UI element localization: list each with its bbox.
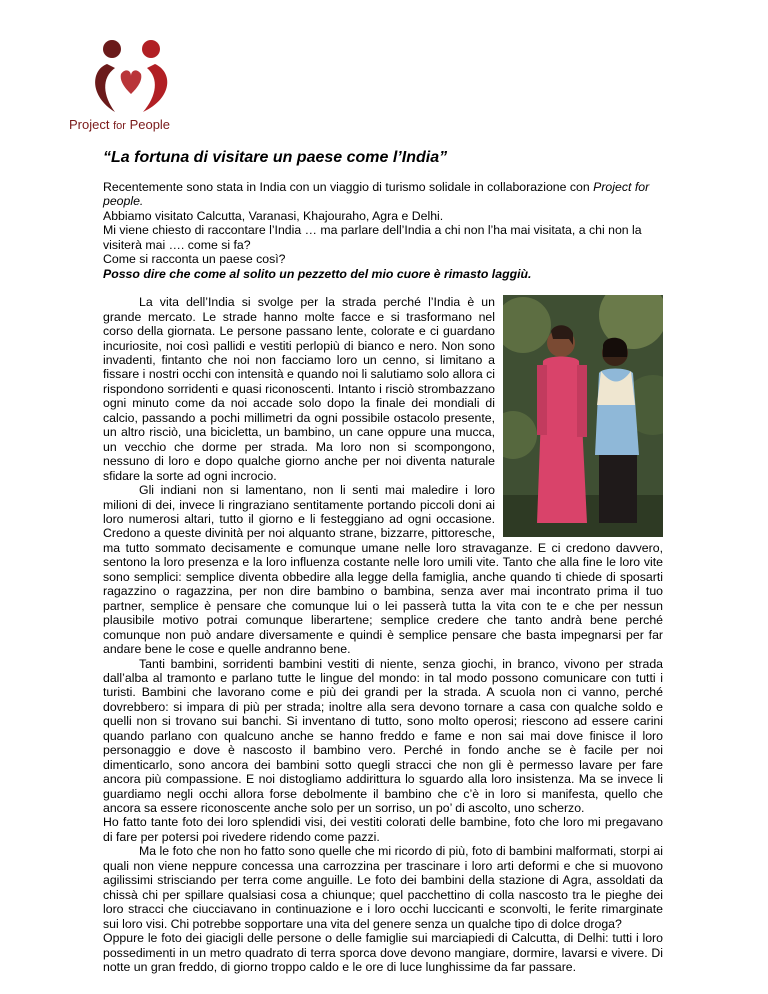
intro-line-1 — [103, 180, 663, 209]
paragraph-5: Ma le foto che non ho fatto sono quelle che mi ricordo di più, foto di bambini malformati, storpi ai quali non viene neppure concessa una carrozzina per trascinare i loro arti deformi e che si muovono agilissimi strisciando per terra come anguille. Le foto dei bambini della stazione di Agra, assoldati da chissà chi per spillare qualsiasi cosa a chiunque; quel pacchettino di colla nascosto tra le pieghe dei loro stracci che ciucciavano in continuazione e i loro occhi luccicanti e sconvolti, le ferite rimarginate sui loro visi. Chi potrebbe sopportare una vita del genere senza un qualche tipo di dolce droga? — [103, 844, 663, 931]
article-body — [103, 180, 663, 974]
intro — [103, 180, 663, 281]
logo-text — [69, 117, 170, 132]
intro-line-2: Abbiamo visitato Calcutta, Varanasi, Khajouraho, Agra e Delhi. — [103, 208, 444, 223]
paragraph-6: Oppure le foto dei giacigli delle persone o delle famiglie sui marciapiedi di Calcutta, di Delhi: tutti i loro possedimenti in un metro quadrato di terra sporca dove devono mangiare, dormire, lavarsi e vivere. Di notte un gran freddo, di giorno troppo caldo e le ore di luce lunghissime da far passare. — [103, 931, 663, 975]
logo-text-for: for — [113, 120, 126, 132]
intro-line-5: Posso dire che come al solito un pezzetto del mio cuore è rimasto laggiù. — [103, 266, 532, 281]
paragraph-1: La vita dell’India si svolge per la strada perché l’India è un grande mercato. Le strade hanno molte facce e si trasformano nel corso della giornata. Le persone passano lente, colorate e ci guardano incuriosite, noi così pallidi e vestiti perlopiù di bianco e nero. Non sono invadenti, fintanto che noi non facciamo loro un cenno, si limitano a fissare i nostri occhi con intensità e quando noi li salutiamo solo allora ci rispondono sorridenti e quasi riconoscenti. Intanto i risciò strombazzano ogni minuto come da noi accade solo dopo la finale dei mondiali di calcio, passando a pochi millimetri da ogni possibile ostacolo presente, un altro risciò, una bicicletta, un bambino, un cane oppure una mucca, un vecchio che dorme per strada. Ma loro non si scompongono, nessuno di loro e dopo qualche giorno anche per noi diventa naturale sfidare la sorte ad ogni incrocio. — [103, 295, 495, 483]
intro-project-name: Project for people. — [103, 180, 650, 209]
logo-text-project: Project — [69, 117, 110, 132]
paragraph-2: Gli indiani non si lamentano, non li senti mai maledire i loro milioni di dei, invece li ringraziano sentitamente portando piccoli doni ai loro numerosi altari, tutto il giorno e li festeggiano ad ogni occasione. Credono a queste divinità per noi alquanto strane, bizzarre, pittoresche, ma tutto sommato decisamente e comunque umane nelle loro stravaganze. E ci credono davvero, sentono la loro presenza e la loro influenza costante nelle loro umili vite. Tanto che alla fine le loro vite sono semplici: semplice diventa obbedire alla legge della famiglia, anche quando ti chiede di sposarti ragazzino o ragazzina, per non dire bambino o bambina, senza aver mai incontrato prima il tuo partner, semplice è pensare che comunque lui o lei passerà tutta la vita con te e che per nessun plausibile motivo potrai comunque liberartene; semplice credere che tanto andrà bene perché comunque non può andare diversamente e quindi è semplice pensare che basta impegnarsi per far andare bene le cose e quelle andranno bene. — [103, 483, 663, 657]
photo-two-women — [503, 295, 663, 537]
article-title: “La fortuna di visitare un paese come l’India” — [103, 149, 448, 166]
intro-line-3: Mi viene chiesto di raccontare l’India … ma parlare dell’India a chi non l’ha mai visitata, a chi non la visiterà mai …. come si fa? — [103, 223, 642, 252]
paragraph-4: Ho fatto tante foto dei loro splendidi visi, dei vestiti colorati delle bambine, foto che loro mi pregavano di fare per potersi poi rivedere ridendo come pazzi. — [103, 815, 663, 844]
logo — [67, 38, 197, 138]
photo-illustration — [503, 295, 663, 537]
logo-figures-icon — [85, 38, 177, 114]
paragraph-3: Tanti bambini, sorridenti bambini vestiti di niente, senza giochi, in branco, vivono per strada dall’alba al tramonto e parlano tutte le lingue del mondo: in tal modo possono comunicare con tutti i turisti. Bambini che lavorano come e più dei grandi per la strada. A scuola non ci vanno, perché dovrebbero: si impara di più per strada; inoltre alla sera devono tornare a casa con qualche soldo e quelli non si trovano sui banchi. Si inventano di tutto, sono molto operosi; riescono ad essere carini quando parlano con qualcuno anche se hanno freddo e fame e non sai mai dove finisce il loro personaggio e dove è nascosto il bambino vero. Perché in fondo anche se è facile per noi dimenticarlo, sono ancora dei bambini sotto quegli stracci che non gli è permesso lavare per fare ancora più compassione. E noi distogliamo addirittura lo sguardo alla loro insistenza. Ma se invece li guardiamo negli occhi allora forse debolmente il bambino che c’è in loro si manifesta, quello che ancora sa essere riconoscente anche solo per un sorriso, un po’ di ascolto, uno scherzo. — [103, 656, 663, 816]
logo-text-people: People — [129, 117, 171, 132]
intro-line-4: Come si racconta un paese così? — [103, 252, 286, 267]
intro-text: Recentemente sono stata in India con un viaggio di turismo solidale in collaborazione con — [103, 180, 594, 194]
